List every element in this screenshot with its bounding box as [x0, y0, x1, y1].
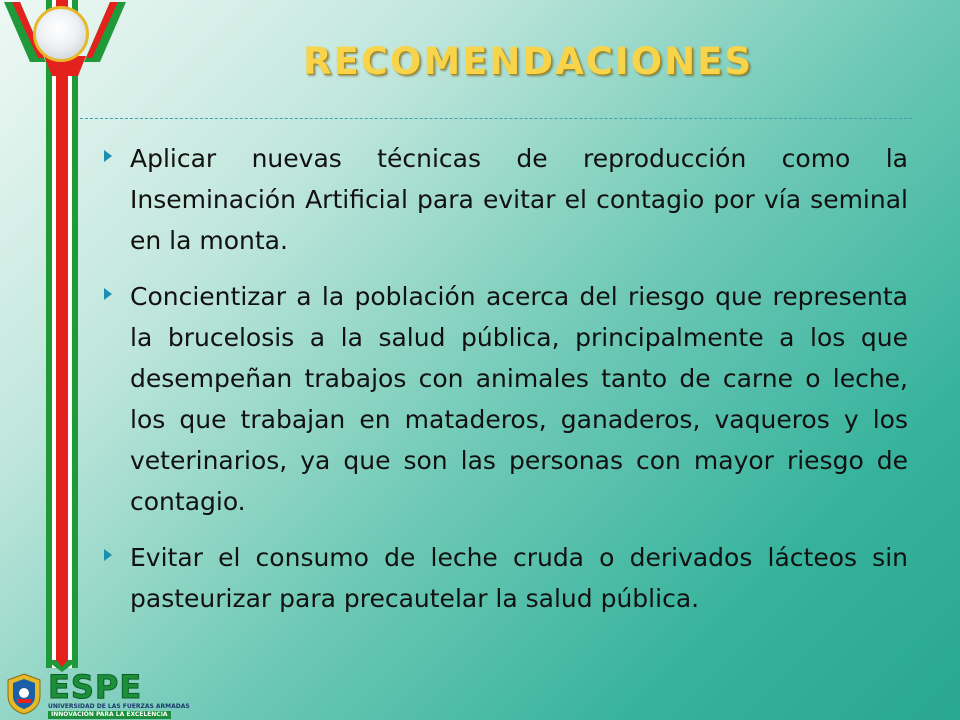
- triangle-right-icon: [104, 549, 112, 561]
- slide-title: RECOMENDACIONES: [302, 40, 754, 83]
- title-divider: [80, 118, 912, 119]
- university-medal-icon: [33, 6, 89, 62]
- bullet-item: [100, 537, 908, 619]
- bullet-text: Aplicar nuevas técnicas de reproducción como la Inseminación Artificial para evitar el contagio por vía seminal en la monta.: [130, 144, 908, 255]
- espe-seal-icon: [4, 672, 44, 716]
- bullet-item: [100, 276, 908, 522]
- bullet-text: Concientizar a la población acerca del riesgo que representa la brucelosis a la salud pública, principalmente a los que desempeñan trabajos con animales tanto de carne o leche, los que trabajan en mataderos, ganaderos, vaqueros y los veterinarios, ya que son las personas con mayor riesgo de contagio.: [130, 282, 908, 516]
- bullet-list: [100, 138, 908, 634]
- logo-subtitle: UNIVERSIDAD DE LAS FUERZAS ARMADAS: [48, 703, 190, 710]
- triangle-right-icon: [104, 150, 112, 162]
- logo-tagline: INNOVACIÓN PARA LA EXCELENCIA: [48, 711, 171, 719]
- bullet-item: [100, 138, 908, 261]
- logo-wordmark: ESPE: [48, 668, 143, 706]
- espe-logo: [0, 668, 190, 720]
- triangle-right-icon: [104, 288, 112, 300]
- bullet-text: Evitar el consumo de leche cruda o derivados lácteos sin pasteurizar para precautelar la salud pública.: [130, 543, 908, 613]
